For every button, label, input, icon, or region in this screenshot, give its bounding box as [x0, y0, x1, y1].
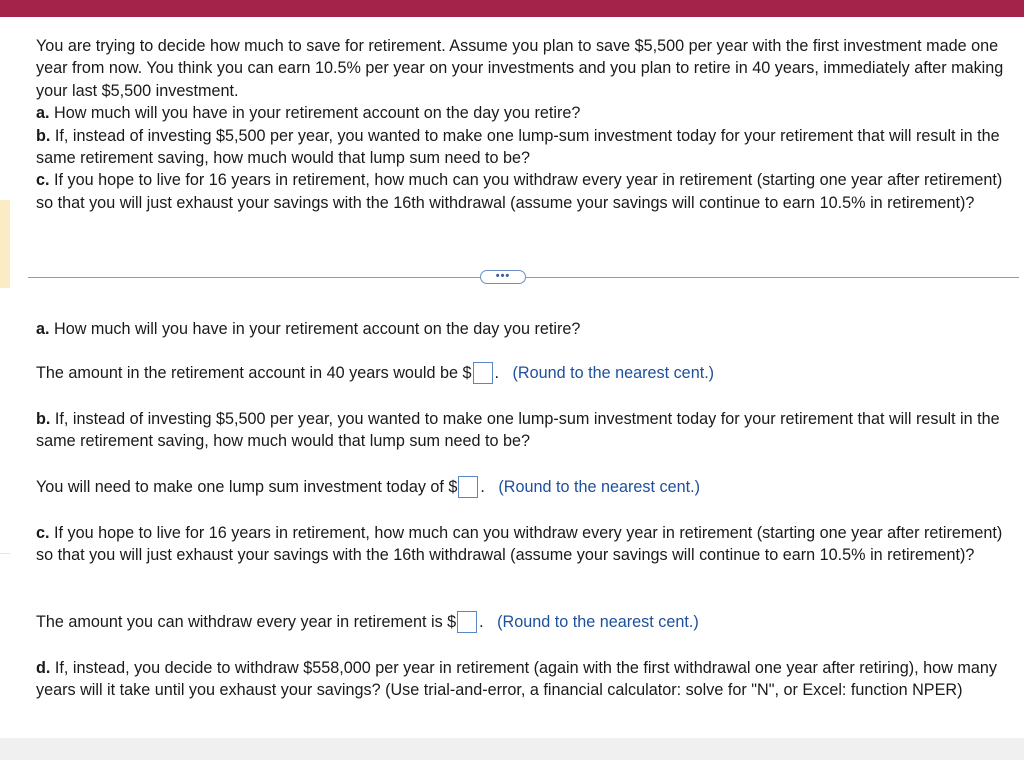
part-d-text: If, instead, you decide to withdraw $558,000 per year in retirement (again with the first withdrawal one year after retiring), how many years will it take until you exhaust your savings? (Use trial-and-error, a financial calculator: solve for "N", or Excel: function NPER) [36, 659, 997, 700]
top-header-bar [0, 0, 1024, 17]
part-b-answer-input[interactable] [458, 476, 478, 498]
part-a-hint: (Round to the nearest cent.) [512, 364, 715, 382]
part-d-question [36, 657, 1016, 702]
problem-b-text: If, instead of investing $5,500 per year, you wanted to make one lump-sum investment today for your retirement that will result in the same retirement saving, how much would that lump sum need to be? [36, 126, 1000, 168]
part-b-answer-line [36, 476, 700, 498]
part-c-label: c. [36, 524, 50, 542]
part-a-prompt: The amount in the retirement account in 40 years would be $ [36, 364, 472, 382]
part-d-label: d. [36, 659, 51, 677]
part-c-prompt: The amount you can withdraw every year in retirement is $ [36, 613, 457, 631]
left-edge-tick [0, 553, 10, 554]
question-marker [0, 200, 10, 288]
part-b-prompt: You will need to make one lump sum investment today of $ [36, 478, 458, 496]
part-b-question [36, 408, 1016, 453]
problem-intro: You are trying to decide how much to save for retirement. Assume you plan to save $5,500 per year with the first investment made one year from now. You think you can earn 10.5% per year on your investments and you plan to retire in 40 years, immediately after making your last $5,500 investment. [36, 37, 1004, 100]
problem-a-text: How much will you have in your retirement account on the day you retire? [49, 104, 581, 123]
part-a-label: a. [36, 320, 50, 338]
problem-c-text: If you hope to live for 16 years in retirement, how much can you withdraw every year in retirement (starting one year after retirement) so that you will just exhaust your savings with the 16th withdrawal (assume your savings will continue to earn 10.5% in retirement)? [36, 171, 1003, 212]
part-b-hint: (Round to the nearest cent.) [498, 478, 700, 496]
part-a-answer-line [36, 362, 714, 384]
problem-statement [36, 35, 1016, 214]
part-b-period: . [480, 478, 485, 496]
problem-a-label: a. [36, 104, 50, 123]
part-c-answer-line [36, 611, 699, 633]
expand-more-button[interactable]: ••• [480, 270, 526, 284]
bottom-bar [0, 738, 1024, 760]
part-a-period: . [494, 364, 500, 382]
part-b-label: b. [36, 410, 51, 428]
part-c-period: . [479, 613, 484, 631]
part-a-answer-input[interactable] [473, 362, 493, 384]
part-c-hint: (Round to the nearest cent.) [497, 613, 699, 631]
part-c-question [36, 522, 1016, 567]
problem-c-label: c. [36, 171, 50, 190]
part-c-answer-input[interactable] [457, 611, 477, 633]
part-a-question [36, 318, 1016, 340]
part-c-text: If you hope to live for 16 years in retirement, how much can you withdraw every year in retirement (starting one year after retirement) so that you will just exhaust your savings with the 16th withdrawal (assume your savings will continue to earn 10.5% in retirement)? [36, 524, 1003, 565]
part-b-text: If, instead of investing $5,500 per year, you wanted to make one lump-sum investment today for your retirement that will result in the same retirement saving, how much would that lump sum need to be? [36, 410, 1000, 451]
problem-b-label: b. [36, 126, 51, 145]
section-divider [28, 270, 1019, 284]
part-a-text: How much will you have in your retirement account on the day you retire? [49, 320, 581, 338]
